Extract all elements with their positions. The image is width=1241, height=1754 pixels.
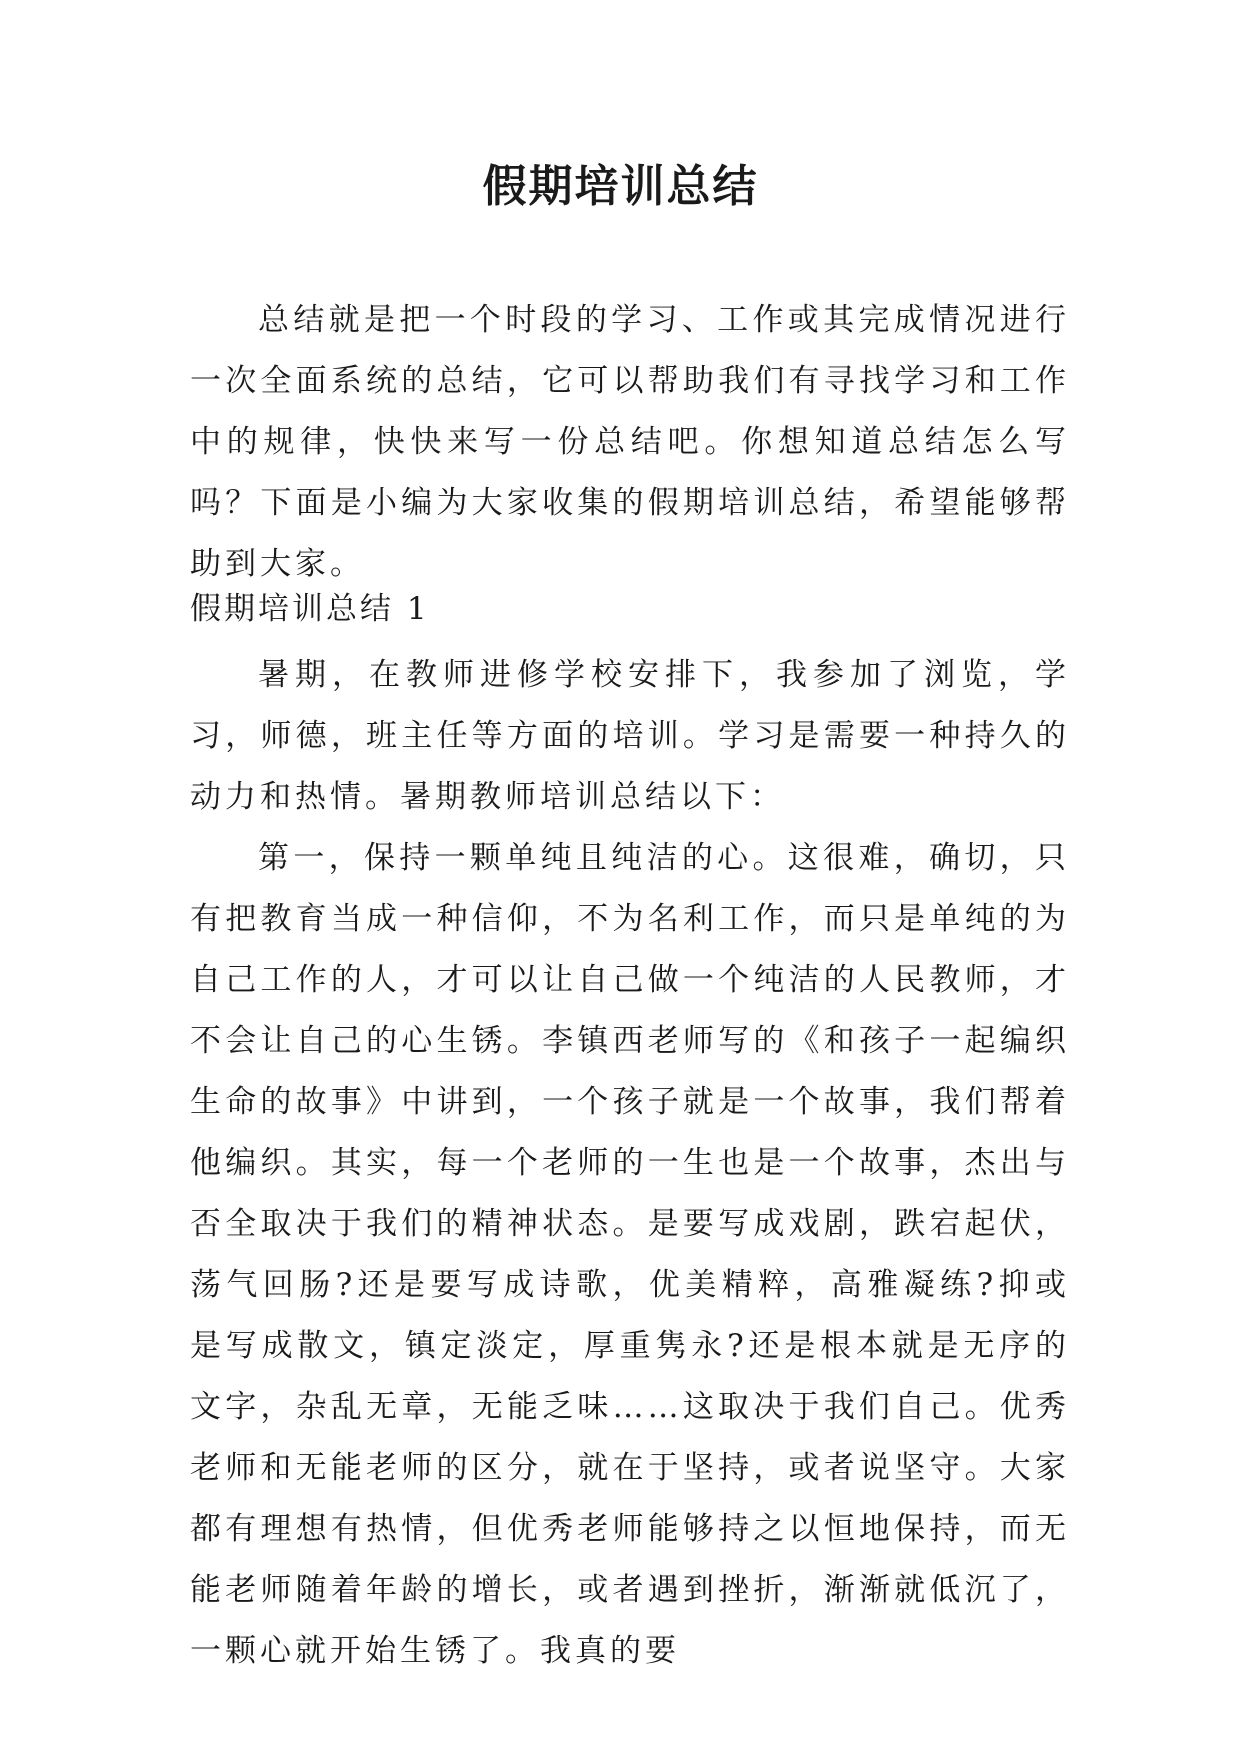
body-paragraph: 第一，保持一颗单纯且纯洁的心。这很难，确切，只有把教育当成一种信仰，不为名利工作，而只是单纯的为自己工作的人，才可以让自己做一个纯洁的人民教师，才不会让自己的心生锈。李镇西老师写的《和孩子一起编织生命的故事》中讲到，一个孩子就是一个故事，我们帮着他编织。其实，每一个老师的一生也是一个故事，杰出与否全取决于我们的精神状态。是要写成戏剧，跌宕起伏，荡气回肠?还是要写成诗歌，优美精粹，高雅凝练?抑或是写成散文，镇定淡定，厚重隽永?还是根本就是无序的文字，杂乱无章，无能乏味……这取决于我们自己。优秀老师和无能老师的区分，就在于坚持，或者说坚守。大家都有理想有热情，但优秀老师能够持之以恒地保持，而无能老师随着年龄的增长，或者遇到挫折，渐渐就低沉了，一颗心就开始生锈了。我真的要 [190, 840, 1070, 1669]
section-body [190, 645, 1070, 1682]
intro-paragraph: 总结就是把一个时段的学习、工作或其完成情况进行一次全面系统的总结，它可以帮助我们有寻找学习和工作中的规律，快快来写一份总结吧。你想知道总结怎么写吗？下面是小编为大家收集的假期培训总结，希望能够帮助到大家。 [190, 302, 1070, 582]
section-heading: 假期培训总结 1 [190, 591, 430, 627]
document-title: 假期培训总结 [482, 161, 759, 212]
body-paragraph: 暑期，在教师进修学校安排下，我参加了浏览，学习，师德，班主任等方面的培训。学习是需要一种持久的动力和热情。暑期教师培训总结以下： [190, 657, 1070, 815]
